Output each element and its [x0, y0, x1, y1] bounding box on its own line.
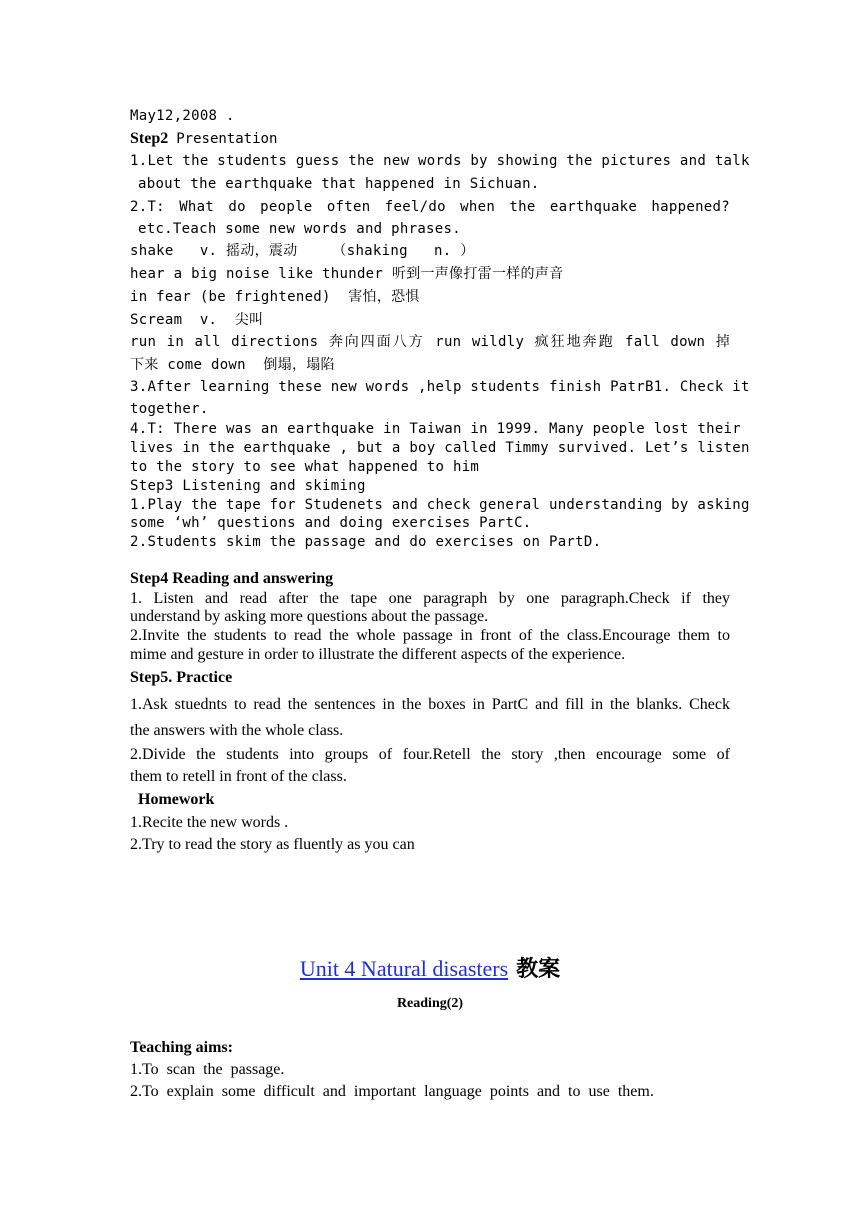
unit-title-link[interactable]: Unit 4 Natural disasters: [299, 956, 509, 981]
para-line: mime and gesture in order to illustrate the different aspects of the experience.: [130, 646, 626, 663]
step3-heading: Step3 Listening and skiming: [130, 478, 366, 494]
vocab-line: in fear (be frightened) 害怕，恐惧: [130, 289, 420, 305]
homework-heading: Homework: [138, 791, 215, 808]
date-line: May12,2008 .: [130, 108, 235, 124]
para-line: lives in the earthquake , but a boy called Timmy survived. Let’s listen: [130, 440, 750, 456]
para-line: understand by asking more questions about the passage.: [130, 608, 489, 625]
para-line: 2.T: What do people often feel/do when the earthquake happened?: [130, 199, 730, 215]
para-line: together.: [130, 401, 209, 417]
teaching-aims-heading: Teaching aims:: [130, 1039, 233, 1056]
para-line: the answers with the whole class.: [130, 722, 344, 739]
vocab-line: shake v. 摇动，震动 （shaking n. ）: [130, 243, 475, 259]
para-line: 1.Ask stuednts to read the sentences in the boxes in PartC and fill in the blanks. Check: [130, 696, 730, 713]
para-line: 4.T: There was an earthquake in Taiwan in 1999. Many people lost their: [130, 421, 742, 437]
vocab-line: hear a big noise like thunder 听到一声像打雷一样的声音: [130, 266, 564, 282]
homework-item: 1.Recite the new words .: [130, 814, 289, 831]
vocab-line: run in all directions 奔向四面八方 run wildly 疯狂地奔跑 fall down 掉: [130, 334, 730, 350]
step2-heading: [130, 129, 730, 149]
homework-item: 2.Try to read the story as fluently as you can: [130, 836, 415, 853]
para-line: them to retell in front of the class.: [130, 768, 347, 785]
vocab-line: 下来 come down 倒塌，塌陷: [130, 357, 335, 373]
para-line: 2.Students skim the passage and do exercises on PartD.: [130, 534, 602, 550]
para-line: etc.Teach some new words and phrases.: [138, 221, 461, 237]
teaching-aim-item: 2.To explain some difficult and important language points and to use them.: [130, 1083, 654, 1100]
unit-title: [0, 955, 860, 983]
para-line: 1.Play the tape for Studenets and check general understanding by asking: [130, 497, 750, 513]
step2-label: Step2: [130, 130, 169, 147]
lesson-subtitle: Reading(2): [396, 996, 464, 1011]
para-line: 2.Divide the students into groups of four.Retell the story ,then encourage some of: [130, 746, 730, 763]
teaching-aim-item: 1.To scan the passage.: [130, 1061, 285, 1078]
para-line: about the earthquake that happened in Sichuan.: [138, 176, 540, 192]
para-line: 1.Let the students guess the new words by showing the pictures and talk: [130, 153, 750, 169]
para-line: some ‘wh’ questions and doing exercises PartC.: [130, 515, 532, 531]
para-line: 3.After learning these new words ,help students finish PatrB1. Check it: [130, 379, 750, 395]
para-line: to the story to see what happened to him: [130, 459, 480, 475]
step4-heading: Step4 Reading and answering: [130, 570, 334, 587]
para-line: 1. Listen and read after the tape one paragraph by one paragraph.Check if they: [130, 590, 730, 607]
vocab-line: Scream v. 尖叫: [130, 312, 264, 328]
para-line: 2.Invite the students to read the whole passage in front of the class.Encourage them to: [130, 627, 730, 644]
step5-heading: Step5. Practice: [130, 669, 233, 686]
unit-title-suffix: 教案: [516, 956, 561, 981]
step2-title: Presentation: [176, 131, 278, 147]
